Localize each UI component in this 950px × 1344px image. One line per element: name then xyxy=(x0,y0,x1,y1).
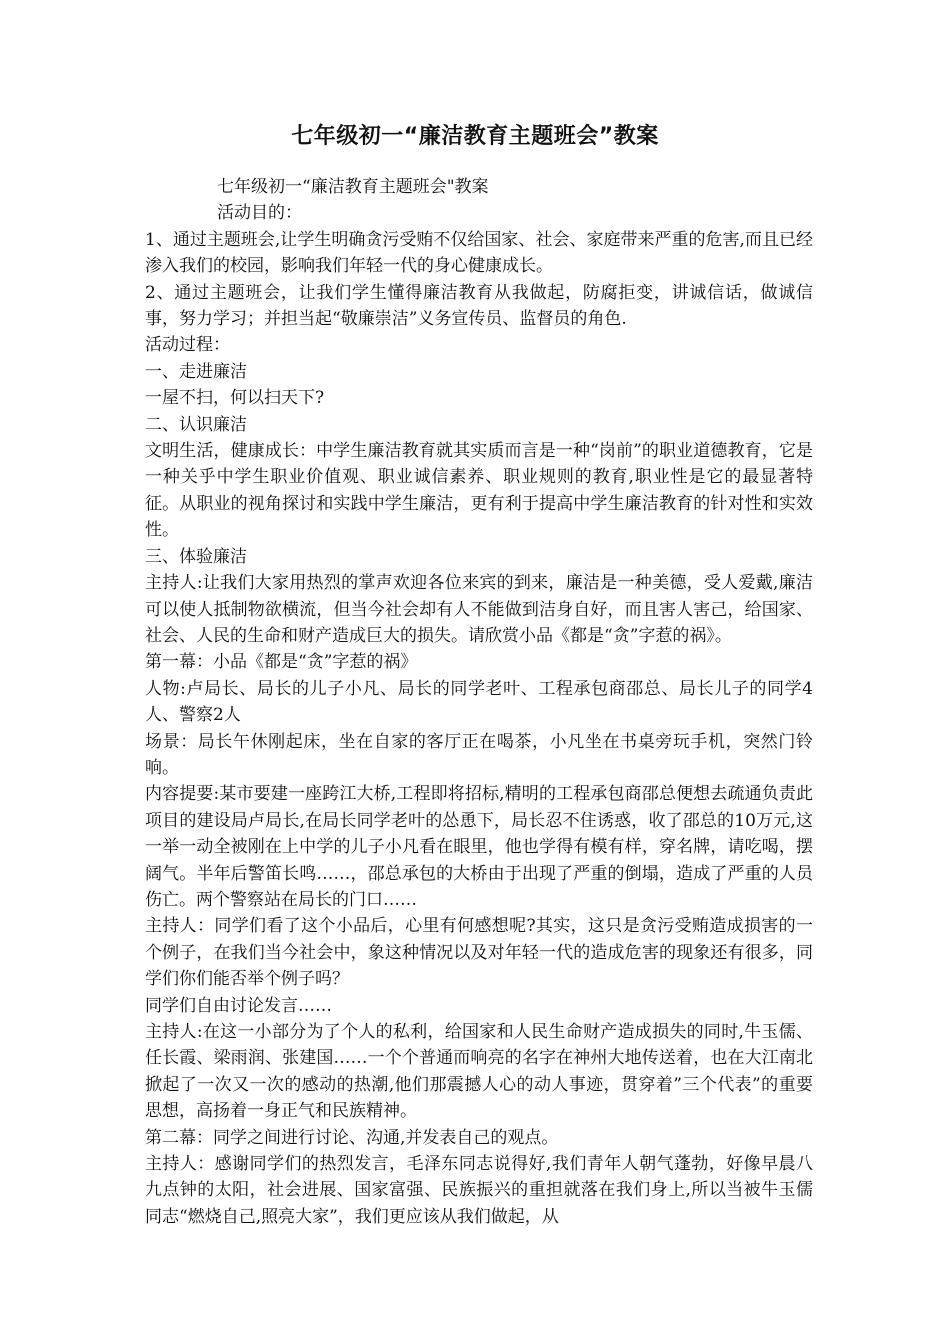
paragraph: 人物:卢局长、局长的儿子小凡、局长的同学老叶、工程承包商邵总、局长儿子的同学4人、警察2人 xyxy=(145,678,813,726)
paragraph: 主持人:让我们大家用热烈的掌声欢迎各位来宾的到来，廉洁是一种美德，受人爱戴,廉洁可以使人抵制物欲横流，但当今社会却有人不能做到洁身自好，而且害人害己，给国家、社会、人民的生命和财产造成巨大的损失。请欣赏小品《都是“贪”字惹的祸》。 xyxy=(145,573,813,646)
paragraph: 场景：局长午休刚起床，坐在自家的客厅正在喝茶，小凡坐在书桌旁玩手机，突然门铃响。 xyxy=(145,731,813,778)
paragraph: 三、体验廉洁 xyxy=(145,546,247,567)
document-body xyxy=(145,174,813,1230)
paragraph: 一、走进廉洁 xyxy=(145,361,247,382)
paragraph: 活动过程： xyxy=(145,335,230,356)
paragraph: 文明生活，健康成长：中学生廉洁教育就其实质而言是一种“岗前”的职业道德教育，它是一种关乎中学生职业价值观、职业诚信素养、职业规则的教育,职业性是它的最显著特征。从职业的视角探讨和实践中学生廉洁，更有利于提高中学生廉洁教育的针对性和实效性。 xyxy=(145,441,813,541)
paragraph: 1、通过主题班会,让学生明确贪污受贿不仅给国家、社会、家庭带来严重的危害,而且已经渗入我们的校园，影响我们年轻一代的身心健康成长。 xyxy=(145,229,813,277)
paragraph: 2、通过主题班会，让我们学生懂得廉洁教育从我做起，防腐拒变，讲诚信话，做诚信事，努力学习；并担当起“敬廉崇洁”义务宣传员、监督员的角色. xyxy=(145,282,813,330)
paragraph: 一屋不扫，何以扫天下? xyxy=(145,388,325,409)
paragraph: 主持人:在这一小部分为了个人的私利，给国家和人民生命财产造成损失的同时,牛玉儒、任长霞、梁雨润、张建国……一个个普通而响亮的名字在神州大地传送着，也在大江南北掀起了一次又一次的感动的热潮,他们那震撼人心的动人事迹，贯穿着”三个代表”的重要思想，高扬着一身正气和民族精神。 xyxy=(145,1022,813,1122)
paragraph: 二、认识廉洁 xyxy=(145,414,247,435)
paragraph: 第一幕：小品《都是“贪”字惹的祸》 xyxy=(145,652,418,673)
paragraph: 主持人：同学们看了这个小品后，心里有何感想呢?其实，这只是贪污受贿造成损害的一个例子，在我们当今社会中，象这种情况以及对年轻一代的造成危害的现象还有很多，同学们你们能否举个例子吗？ xyxy=(145,916,813,990)
paragraph: 第二幕：同学之间进行讨论、沟通,并发表自己的观点。 xyxy=(145,1127,559,1148)
paragraph: 活动目的： xyxy=(217,203,302,224)
paragraph: 同学们自由讨论发言…… xyxy=(145,995,332,1016)
paragraph: 内容提要:某市要建一座跨江大桥,工程即将招标,精明的工程承包商邵总便想去疏通负责此项目的建设局卢局长,在局长同学老叶的怂恿下，局长忍不住诱惑，收了邵总的10万元,这一举一动全被刚在上中学的儿子小凡看在眼里，他也学得有模有样，穿名牌，请吃喝，摆阔气。半年后警笛长鸣……，邵总承包的大桥由于出现了严重的倒塌，造成了严重的人员伤亡。两个警察站在局长的门口…… xyxy=(145,784,813,910)
paragraph: 主持人：感谢同学们的热烈发言，毛泽东同志说得好,我们青年人朝气蓬勃，好像早晨八九点钟的太阳，社会进展、国家富强、民族振兴的重担就落在我们身上,所以当被牛玉儒同志“燃烧自己,照亮大家”，我们更应该从我们做起，从 xyxy=(145,1154,813,1227)
paragraph: 七年级初一“廉洁教育主题班会"教案 xyxy=(217,177,489,197)
document-title: 七年级初一“廉洁教育主题班会”教案 xyxy=(291,124,659,149)
